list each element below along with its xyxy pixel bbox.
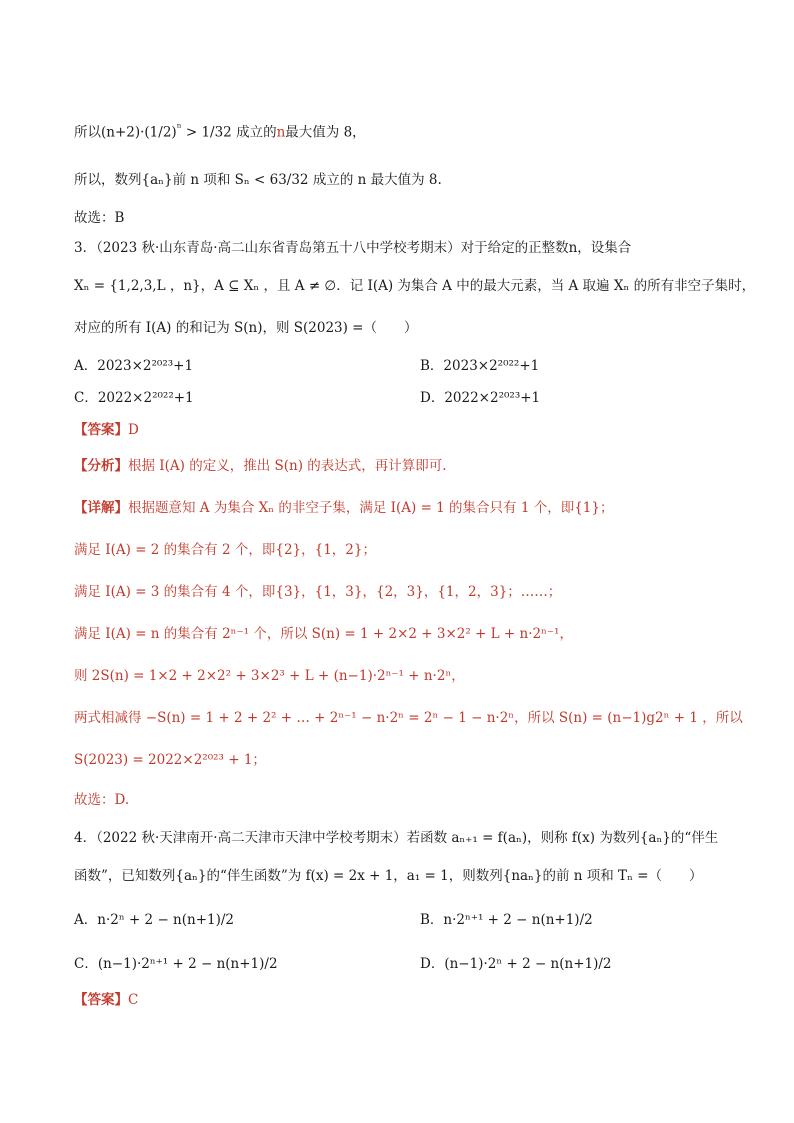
option-a: A．2023×2²⁰²³+1 <box>74 358 194 374</box>
answer-line <box>74 990 734 1010</box>
option-b: B．n·2ⁿ⁺¹ + 2 − n(n+1)/2 <box>420 912 593 928</box>
option-row <box>74 910 734 930</box>
text-line: 满足 I(A) = 3 的集合有 4 个，即{3}，{1，3}，{2，3}，{1，2，3}；……； <box>74 584 562 600</box>
question-3-stem: 3．（2023 秋·山东青岛·高二山东省青岛第五十八中学校考期末）对于给定的正整数n，设集合 <box>74 240 632 256</box>
answer-label: 【答案】 <box>74 992 128 1008</box>
exponent: ⁿ <box>176 121 182 134</box>
text-line: 则 2S(n) = 1×2 + 2×2² + 3×2³ + L + (n−1)·2ⁿ⁻¹ + n·2ⁿ， <box>74 668 465 684</box>
text-line: 两式相减得 −S(n) = 1 + 2 + 2² + … + 2ⁿ⁻¹ − n·2ⁿ = 2ⁿ − 1 − n·2ⁿ，所以 S(n) = (n−1)g2ⁿ + 1 ，所以 <box>74 710 743 726</box>
detail-label: 【详解】 <box>74 500 128 516</box>
variable-n: n <box>276 124 286 141</box>
question-4-stem: 4．（2022 秋·天津南开·高二天津市天津中学校考期末）若函数 aₙ₊₁ = f(aₙ)，则称 f(x) 为数列{aₙ}的“伴生 <box>74 830 719 846</box>
option-d: D．(n−1)·2ⁿ + 2 − n(n+1)/2 <box>420 956 612 972</box>
option-row <box>74 356 734 376</box>
answer-value: C <box>128 992 139 1008</box>
option-d: D．2022×2²⁰²³+1 <box>420 390 541 406</box>
text-line: 满足 I(A) = 2 的集合有 2 个，即{2}，{1，2}； <box>74 542 376 558</box>
answer-value: D <box>128 422 139 438</box>
answer-label: 【答案】 <box>74 422 128 438</box>
option-row <box>74 388 734 408</box>
text-segment: > 1/32 成立的 <box>181 124 277 141</box>
text-line: Xₙ = {1,2,3,L ，n}，A ⊆ Xₙ ，且 A ≠ ∅．记 I(A) 为集合 A 中的最大元素，当 A 取遍 Xₙ 的所有非空子集时， <box>74 278 756 294</box>
analysis-label: 【分析】 <box>74 458 128 474</box>
option-row <box>74 954 734 974</box>
detail-text: 根据题意知 A 为集合 Xₙ 的非空子集，满足 I(A) = 1 的集合只有 1 个，即{1}； <box>128 500 614 516</box>
analysis-line <box>74 456 734 476</box>
text-segment: 最大值为 8， <box>285 124 366 141</box>
text-line: 函数”，已知数列{aₙ}的“伴生函数”为 f(x) = 2x + 1，a₁ = 1，则数列{naₙ}的前 n 项和 Tₙ =（ ） <box>74 868 703 884</box>
text-line: S(2023) = 2022×2²⁰²³ + 1； <box>74 752 266 768</box>
option-c: C．2022×2²⁰²²+1 <box>74 390 194 406</box>
text-line <box>74 118 734 143</box>
text-segment: 所以(n+2)·(1/2) <box>74 124 177 141</box>
option-a: A．n·2ⁿ + 2 − n(n+1)/2 <box>74 912 235 928</box>
option-b: B．2023×2²⁰²²+1 <box>420 358 540 374</box>
text-line: 故选：D. <box>74 792 130 808</box>
option-c: C．(n−1)·2ⁿ⁺¹ + 2 − n(n+1)/2 <box>74 956 278 972</box>
text-line: 满足 I(A) = n 的集合有 2ⁿ⁻¹ 个，所以 S(n) = 1 + 2×2 + 3×2² + L + n·2ⁿ⁻¹， <box>74 626 573 642</box>
detail-line <box>74 498 734 518</box>
text-line: 所以，数列{aₙ}前 n 项和 Sₙ < 63/32 成立的 n 最大值为 8. <box>74 172 442 188</box>
text-line: 故选：B <box>74 210 125 226</box>
text-line: 对应的所有 I(A) 的和记为 S(n)，则 S(2023) =（ ） <box>74 320 418 336</box>
answer-line <box>74 420 734 440</box>
analysis-text: 根据 I(A) 的定义，推出 S(n) 的表达式，再计算即可. <box>128 458 447 474</box>
